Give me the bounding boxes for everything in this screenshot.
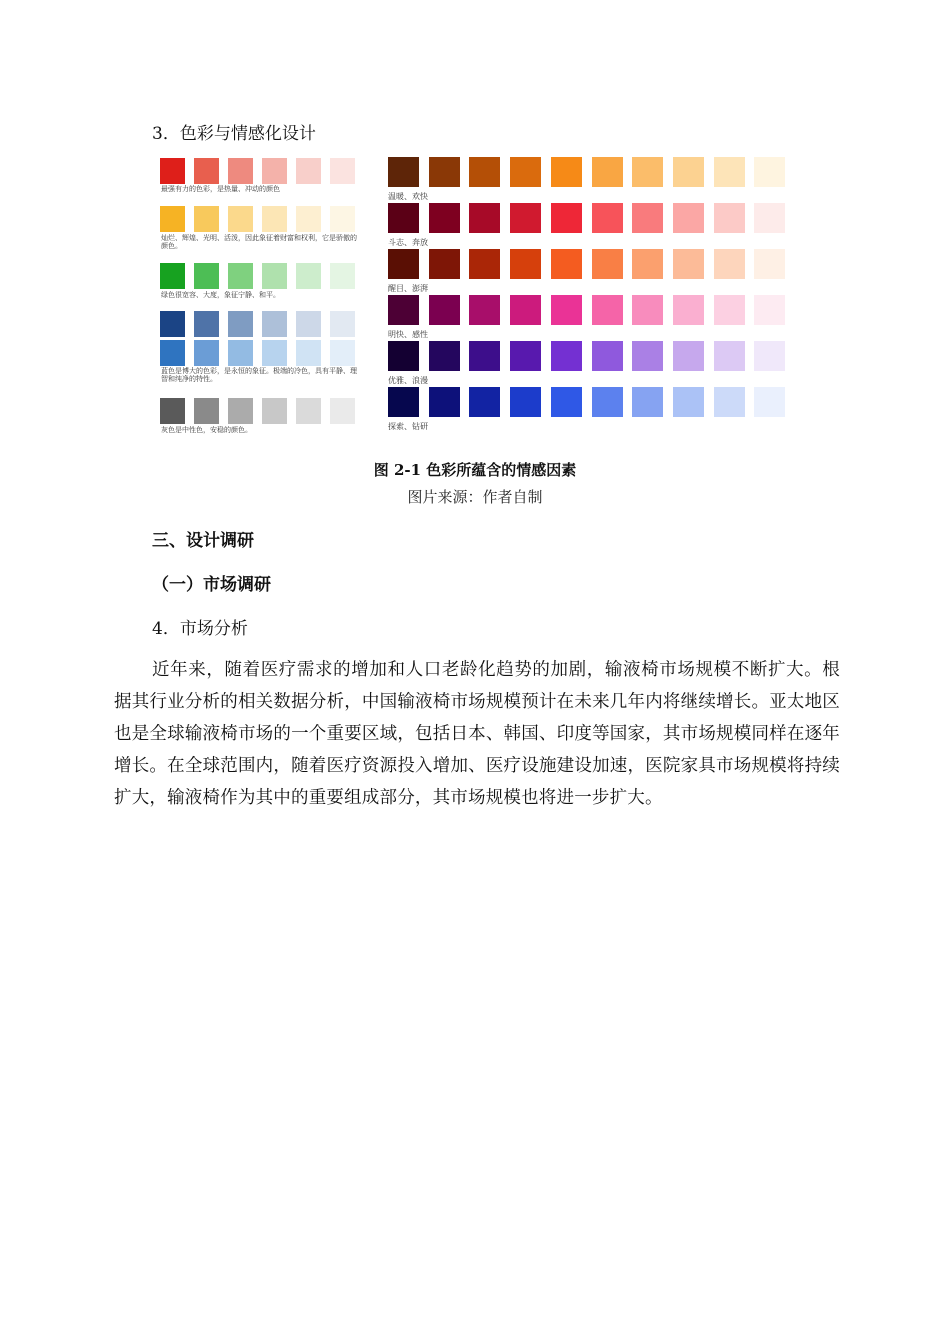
color-swatch xyxy=(469,203,500,233)
color-swatch xyxy=(754,203,785,233)
subsection-heading: 4．市场分析 xyxy=(152,619,248,639)
chapter-heading: 三、设计调研 xyxy=(152,531,254,551)
swatch-note: 绿色很宽容、大度，象征宁静、和平。 xyxy=(161,291,280,299)
color-swatch xyxy=(160,263,185,289)
color-swatch xyxy=(194,311,219,337)
figure-source: 图片来源：作者自制 xyxy=(407,488,543,506)
color-swatch xyxy=(429,203,460,233)
color-swatch xyxy=(262,206,287,232)
color-swatch xyxy=(388,341,419,371)
color-swatch xyxy=(429,387,460,417)
color-swatch xyxy=(754,387,785,417)
color-swatch xyxy=(388,203,419,233)
swatch-row-label: 醒目、澎湃 xyxy=(388,284,428,293)
color-swatch xyxy=(330,340,355,366)
color-swatch xyxy=(262,311,287,337)
swatch-row-label: 明快、感性 xyxy=(388,330,428,339)
color-swatch xyxy=(228,263,253,289)
color-swatch xyxy=(714,157,745,187)
color-swatch xyxy=(469,157,500,187)
swatch-note: 灰色是中性色，安稳的颜色。 xyxy=(161,426,252,434)
color-swatch xyxy=(551,341,582,371)
color-swatch xyxy=(330,398,355,424)
color-swatch xyxy=(592,249,623,279)
color-emotion-figure xyxy=(160,154,790,444)
color-swatch xyxy=(754,157,785,187)
section-heading-color-emotion: 3．色彩与情感化设计 xyxy=(152,124,316,144)
color-swatch xyxy=(714,203,745,233)
body-paragraph: 近年来，随着医疗需求的增加和人口老龄化趋势的加剧，输液椅市场规模不断扩大。根据其行业分析的相关数据分析，中国输液椅市场规模预计在未来几年内将继续增长。亚太地区也是全球输液椅市场的一个重要区域，包括日本、韩国、印度等国家，其市场规模同样在逐年增长。在全球范围内，随着医疗资源投入增加、医疗设施建设加速，医院家具市场规模将持续扩大，输液椅作为其中的重要组成部分，其市场规模也将进一步扩大。 xyxy=(114,660,840,808)
swatch-note: 最强有力的色彩，是热量、冲动的颜色 xyxy=(161,185,280,193)
color-swatch xyxy=(330,206,355,232)
color-swatch xyxy=(429,157,460,187)
color-swatch xyxy=(673,203,704,233)
color-swatch xyxy=(228,398,253,424)
color-swatch xyxy=(632,203,663,233)
color-swatch xyxy=(160,311,185,337)
color-swatch xyxy=(714,295,745,325)
section-heading: （一）市场调研 xyxy=(152,575,271,595)
color-swatch xyxy=(228,158,253,184)
color-swatch xyxy=(632,249,663,279)
color-swatch xyxy=(551,387,582,417)
color-swatch xyxy=(296,398,321,424)
color-swatch xyxy=(510,295,541,325)
color-swatch xyxy=(632,295,663,325)
figure-caption: 图 2-1 色彩所蕴含的情感因素 xyxy=(373,461,577,479)
color-swatch xyxy=(262,263,287,289)
color-swatch xyxy=(551,295,582,325)
color-swatch xyxy=(262,340,287,366)
color-swatch xyxy=(160,398,185,424)
color-swatch xyxy=(673,341,704,371)
color-swatch xyxy=(194,340,219,366)
color-swatch xyxy=(296,206,321,232)
color-swatch xyxy=(510,387,541,417)
color-swatch xyxy=(510,203,541,233)
color-swatch xyxy=(262,158,287,184)
color-swatch xyxy=(510,157,541,187)
color-swatch xyxy=(632,157,663,187)
color-swatch xyxy=(754,295,785,325)
color-swatch xyxy=(714,341,745,371)
color-swatch xyxy=(194,206,219,232)
color-swatch xyxy=(160,340,185,366)
color-swatch xyxy=(469,295,500,325)
color-swatch xyxy=(592,203,623,233)
swatch-note: 灿烂、辉煌、光明、活泼，因此象征着财富和权利，它是骄傲的颜色。 xyxy=(161,234,357,250)
color-swatch xyxy=(228,340,253,366)
color-swatch xyxy=(194,263,219,289)
color-swatch xyxy=(592,387,623,417)
color-swatch xyxy=(429,249,460,279)
color-swatch xyxy=(673,249,704,279)
color-swatch xyxy=(296,158,321,184)
color-swatch xyxy=(160,206,185,232)
color-swatch xyxy=(714,249,745,279)
color-swatch xyxy=(330,263,355,289)
color-swatch xyxy=(551,203,582,233)
color-swatch xyxy=(714,387,745,417)
color-swatch xyxy=(592,157,623,187)
swatch-row-label: 探索、钻研 xyxy=(388,422,428,431)
color-swatch xyxy=(754,341,785,371)
color-swatch xyxy=(632,387,663,417)
color-swatch xyxy=(262,398,287,424)
color-swatch xyxy=(673,157,704,187)
color-swatch xyxy=(592,295,623,325)
color-swatch xyxy=(388,249,419,279)
color-swatch xyxy=(194,158,219,184)
color-swatch xyxy=(228,206,253,232)
swatch-row-label: 优雅、浪漫 xyxy=(388,376,428,385)
color-swatch xyxy=(551,157,582,187)
color-swatch xyxy=(551,249,582,279)
color-swatch xyxy=(754,249,785,279)
color-swatch xyxy=(388,295,419,325)
color-swatch xyxy=(469,387,500,417)
swatch-note: 蓝色是博大的色彩，是永恒的象征。极端的冷色，具有平静、理智和纯净的特性。 xyxy=(161,367,357,383)
color-swatch xyxy=(429,341,460,371)
swatch-row-label: 温暖、欢快 xyxy=(388,192,428,201)
color-swatch xyxy=(388,387,419,417)
color-swatch xyxy=(330,311,355,337)
swatch-row-label: 斗志、奔放 xyxy=(388,238,428,247)
color-swatch xyxy=(632,341,663,371)
color-swatch xyxy=(469,249,500,279)
color-swatch xyxy=(592,341,623,371)
color-swatch xyxy=(673,295,704,325)
color-swatch xyxy=(194,398,219,424)
color-swatch xyxy=(673,387,704,417)
color-swatch xyxy=(330,158,355,184)
color-swatch xyxy=(510,341,541,371)
color-swatch xyxy=(296,340,321,366)
color-swatch xyxy=(296,263,321,289)
color-swatch xyxy=(228,311,253,337)
color-swatch xyxy=(160,158,185,184)
color-swatch xyxy=(388,157,419,187)
color-swatch xyxy=(510,249,541,279)
color-swatch xyxy=(296,311,321,337)
color-swatch xyxy=(469,341,500,371)
color-swatch xyxy=(429,295,460,325)
